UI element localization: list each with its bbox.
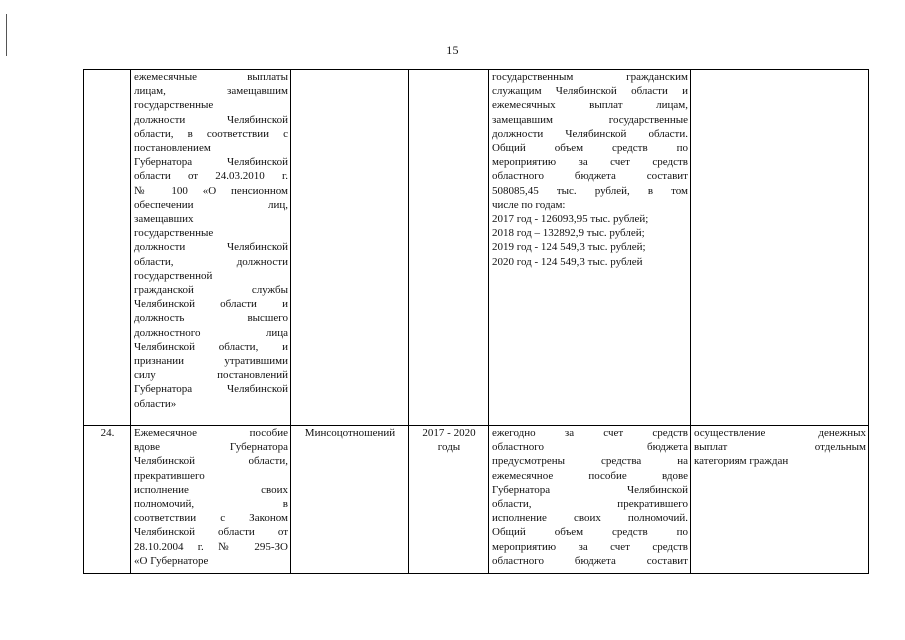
text-line: должностного лица (134, 326, 288, 339)
text-line: Челябинской области от (134, 526, 288, 539)
text-line: мероприятию за счет средств (492, 156, 688, 169)
text-line: лицам, замещавшим (134, 85, 288, 98)
text-line: области» (134, 397, 177, 410)
text-line: Общий объем средств по (492, 142, 688, 155)
text-line: должности Челябинской области. (492, 127, 688, 140)
text-line: служащим Челябинской области и (492, 85, 688, 98)
text-line: Челябинской области, и (134, 340, 288, 353)
text-line: должности Челябинской (134, 113, 288, 126)
text-line: гражданской службы (134, 284, 288, 297)
text-line: области от 24.03.2010 г. (134, 170, 288, 183)
text-line: осуществление денежных (694, 427, 866, 439)
text-line: 2018 год – 132892,9 тыс. рублей; (492, 227, 645, 240)
text-line: государственным гражданским (492, 71, 688, 83)
text-line: 508085,45 тыс. рублей, в том (492, 184, 688, 197)
table-row-continued (84, 70, 869, 426)
table-row-24 (84, 426, 869, 574)
cell-measure-name (131, 70, 291, 426)
text-line: исполнение своих полномочий. (492, 512, 688, 525)
text-line: областного бюджета составит (492, 170, 688, 183)
text-line: полномочий, в (134, 498, 288, 511)
text-line: ежемесячные выплаты (134, 71, 288, 83)
text-line: государственной (134, 269, 213, 282)
text-line: мероприятию за счет средств (492, 540, 688, 553)
cell-period-empty (409, 70, 489, 426)
text-line: замещавшим государственные (492, 113, 688, 126)
text-line: категориям граждан (694, 455, 789, 468)
measure-name-text (134, 426, 288, 568)
text-line: числе по годам: (492, 198, 566, 211)
cell-result-empty (691, 70, 869, 426)
measure-description-text (492, 70, 688, 269)
text-line: обеспечении лиц, (134, 198, 288, 211)
text-line: государственные (134, 227, 214, 240)
text-line: 2017 - 2020 (422, 427, 476, 439)
text-line: должности Челябинской (134, 241, 288, 254)
text-line: Общий объем средств по (492, 526, 688, 539)
text-line: государственные (134, 99, 214, 112)
text-line: ежемесячное пособие вдове (492, 469, 688, 482)
text-line: замещавших (134, 213, 194, 226)
text-line: Челябинской области и (134, 298, 288, 311)
text-line: Челябинской области, (134, 455, 288, 468)
text-line: должность высшего (134, 312, 288, 325)
text-line: вдове Губернатора (134, 441, 288, 454)
cell-executor-empty (291, 70, 409, 426)
text-line: «О Губернаторе (134, 554, 209, 567)
text-line: предусмотрены средства на (492, 455, 688, 468)
measure-name-text (134, 70, 288, 411)
expected-result-text (694, 426, 866, 469)
text-line: силу постановлений (134, 369, 288, 382)
text-line: областного бюджета (492, 441, 688, 454)
cell-description (489, 426, 691, 574)
text-line: прекратившего (134, 469, 205, 482)
text-line: 2020 год - 124 549,3 тыс. рублей (492, 255, 643, 268)
measure-description-text (492, 426, 688, 568)
cell-description (489, 70, 691, 426)
text-line: областного бюджета составит (492, 554, 688, 567)
text-line: ежемесячных выплат лицам, (492, 99, 688, 112)
text-line: Губернатора Челябинской (134, 156, 288, 169)
page-number: 15 (446, 43, 459, 57)
text-line: области, прекратившего (492, 498, 688, 511)
text-line: 2017 год - 126093,95 тыс. рублей; (492, 213, 649, 226)
cell-period (409, 426, 489, 574)
text-line: области, должности (134, 255, 288, 268)
text-line: Губернатора Челябинской (134, 383, 288, 396)
text-line: признании утратившими (134, 355, 288, 368)
text-line: 2019 год - 124 549,3 тыс. рублей; (492, 241, 646, 254)
text-line: 28.10.2004 г. № 295-ЗО (134, 540, 288, 553)
period-text (412, 426, 486, 454)
text-line: соответствии с Законом (134, 512, 288, 525)
text-line: Ежемесячное пособие (134, 427, 288, 439)
text-line: области, в соответствии с (134, 127, 288, 140)
cell-number-empty (84, 70, 131, 426)
cell-row-number: 24. (84, 426, 131, 574)
text-line: постановлением (134, 142, 211, 155)
cell-executor: Минсоцотношений (291, 426, 409, 574)
text-line: выплат отдельным (694, 441, 866, 454)
program-measures-table (83, 69, 869, 574)
text-line: ежегодно за счет средств (492, 427, 688, 439)
text-line: № 100 «О пенсионном (134, 184, 288, 197)
text-line: годы (437, 441, 461, 454)
text-line: Губернатора Челябинской (492, 483, 688, 496)
cell-measure-name (131, 426, 291, 574)
cell-result (691, 426, 869, 574)
text-line: исполнение своих (134, 483, 288, 496)
